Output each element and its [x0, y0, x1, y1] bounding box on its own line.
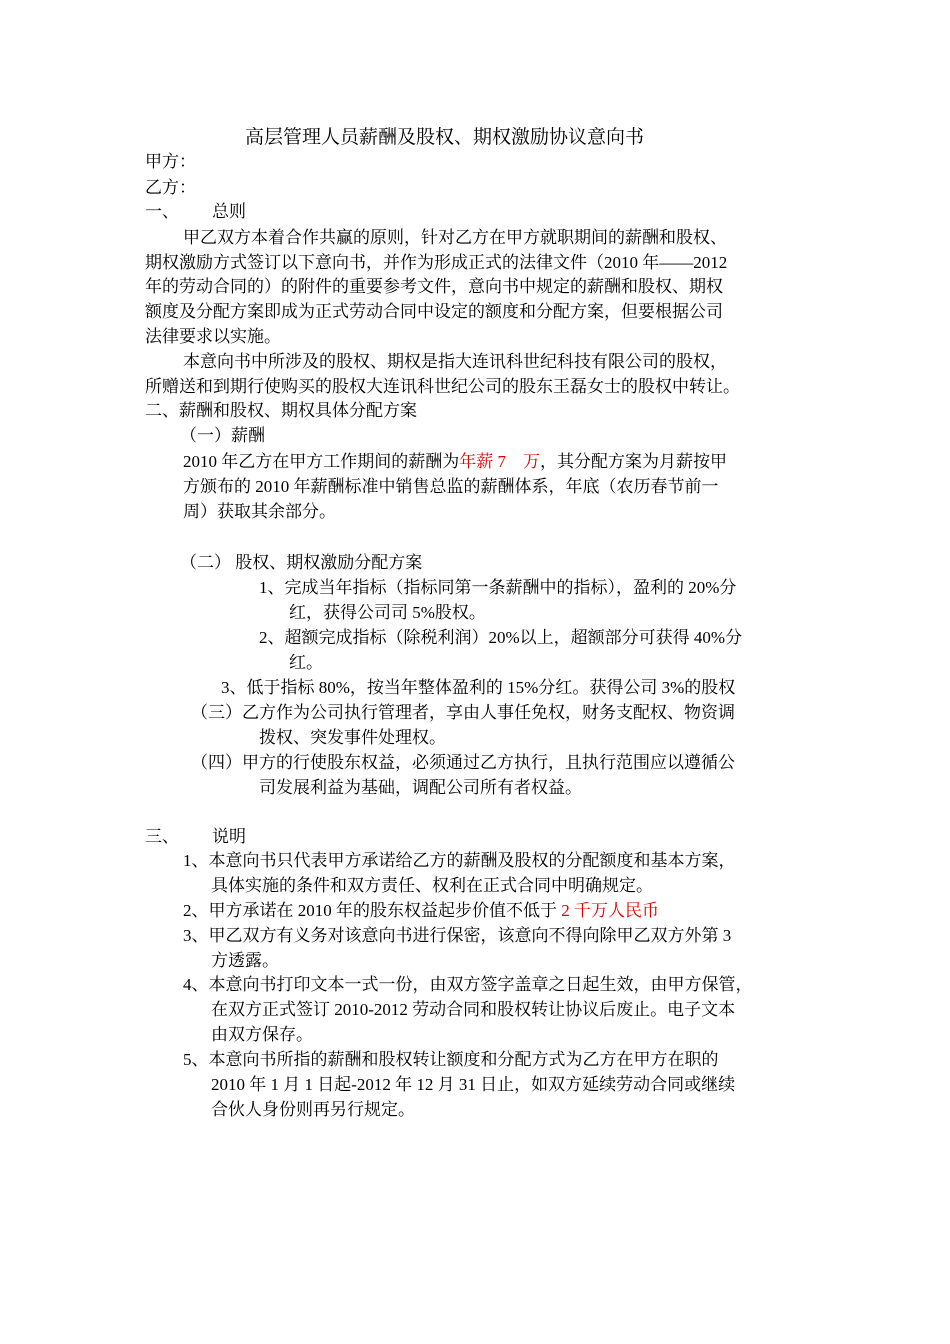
section3-number: 三、: [145, 827, 179, 846]
note-item3-line1: 3、甲乙双方有义务对该意向书进行保密，该意向不得向除甲乙双方外第 3: [183, 926, 732, 945]
note-item1-line1: 1、本意向书只代表甲方承诺给乙方的薪酬及股权的分配额度和基本方案，: [183, 851, 736, 870]
equity-item1-line1: 1、完成当年指标（指标同第一条薪酬中的指标），盈利的 20%分: [259, 578, 737, 597]
note-item5-line2: 2010 年 1 月 1 日起-2012 年 12 月 31 日止，如双方延续劳动合同或继续: [211, 1075, 736, 1094]
equity-item2-line2: 红。: [289, 653, 323, 672]
salary-line1-after: ，其分配方案为月薪按甲: [540, 452, 727, 471]
salary-line3: 周）获取其余部分。: [183, 502, 336, 521]
salary-line1: [183, 450, 727, 474]
equity-value-highlight: 2 千万人民币: [561, 901, 659, 920]
salary-line1-before: 2010 年乙方在甲方工作期间的薪酬为: [183, 452, 460, 471]
section2-sub3-line1: （三）乙方作为公司执行管理者，享由人事任免权，财务支配权、物资调: [191, 703, 735, 722]
section3-heading: 说明: [212, 827, 246, 846]
section2-sub2-heading: （二） 股权、期权激励分配方案: [180, 553, 423, 572]
section1-p1-line1: 甲乙双方本着合作共赢的原则，针对乙方在甲方就职期间的薪酬和股权、: [183, 228, 727, 247]
note-item4-line3: 由双方保存。: [211, 1025, 313, 1044]
section1-p1-line5: 法律要求以实施。: [145, 327, 281, 346]
note-item4-line2: 在双方正式签订 2010-2012 劳动合同和股权转让协议后废止。电子文本: [211, 1000, 736, 1019]
note-item5-line1: 5、本意向书所指的薪酬和股权转让额度和分配方式为乙方在甲方在职的: [183, 1050, 719, 1069]
equity-item3: 3、低于指标 80%，按当年整体盈利的 15%分红。获得公司 3%的股权: [221, 678, 736, 697]
section1-p2-line2: 所赠送和到期行使购买的股权大连讯科世纪公司的股东王磊女士的股权中转让。: [145, 377, 740, 396]
section2-sub4-line2: 司发展利益为基础，调配公司所有者权益。: [259, 778, 582, 797]
section1-p2-line1: 本意向书中所涉及的股权、期权是指大连讯科世纪科技有限公司的股权，: [183, 352, 727, 371]
note-item1-line2: 具体实施的条件和双方责任、权利在正式合同中明确规定。: [211, 876, 653, 895]
section2-sub1-heading: （一）薪酬: [180, 426, 265, 445]
note-item4-line1: 4、本意向书打印文本一式一份，由双方签字盖章之日起生效，由甲方保管，: [183, 975, 753, 994]
section1-p1-line4: 额度及分配方案即成为正式劳动合同中设定的额度和分配方案，但要根据公司: [145, 302, 723, 321]
salary-highlight: 年薪 7 万: [459, 452, 540, 471]
note-item2: [183, 899, 659, 923]
equity-item1-line2: 红，获得公司司 5%股权。: [289, 603, 486, 622]
note-item3-line2: 方透露。: [211, 951, 279, 970]
section1-number: 一、: [145, 202, 179, 221]
party-b-label: 乙方：: [145, 178, 196, 197]
salary-line2: 方颁布的 2010 年薪酬标准中销售总监的薪酬体系，年底（农历春节前一: [183, 477, 719, 496]
section2-sub3-line2: 拨权、突发事件处理权。: [259, 728, 446, 747]
section1-heading: 总则: [212, 202, 246, 221]
section2-heading: 二、薪酬和股权、期权具体分配方案: [145, 401, 417, 420]
note-item2-before: 2、甲方承诺在 2010 年的股东权益起步价值不低于: [183, 901, 562, 920]
equity-item2-line1: 2、超额完成指标（除税利润）20%以上，超额部分可获得 40%分: [259, 628, 743, 647]
document-title: 高层管理人员薪酬及股权、期权激励协议意向书: [245, 127, 645, 148]
section1-p1-line2: 期权激励方式签订以下意向书，并作为形成正式的法律文件（2010 年——2012: [145, 253, 728, 272]
section1-p1-line3: 年的劳动合同的）的附件的重要参考文件，意向书中规定的薪酬和股权、期权: [145, 277, 723, 296]
note-item5-line3: 合伙人身份则再另行规定。: [211, 1100, 415, 1119]
party-a-label: 甲方：: [145, 152, 196, 171]
section2-sub4-line1: （四）甲方的行使股东权益，必须通过乙方执行，且执行范围应以遵循公: [191, 753, 735, 772]
